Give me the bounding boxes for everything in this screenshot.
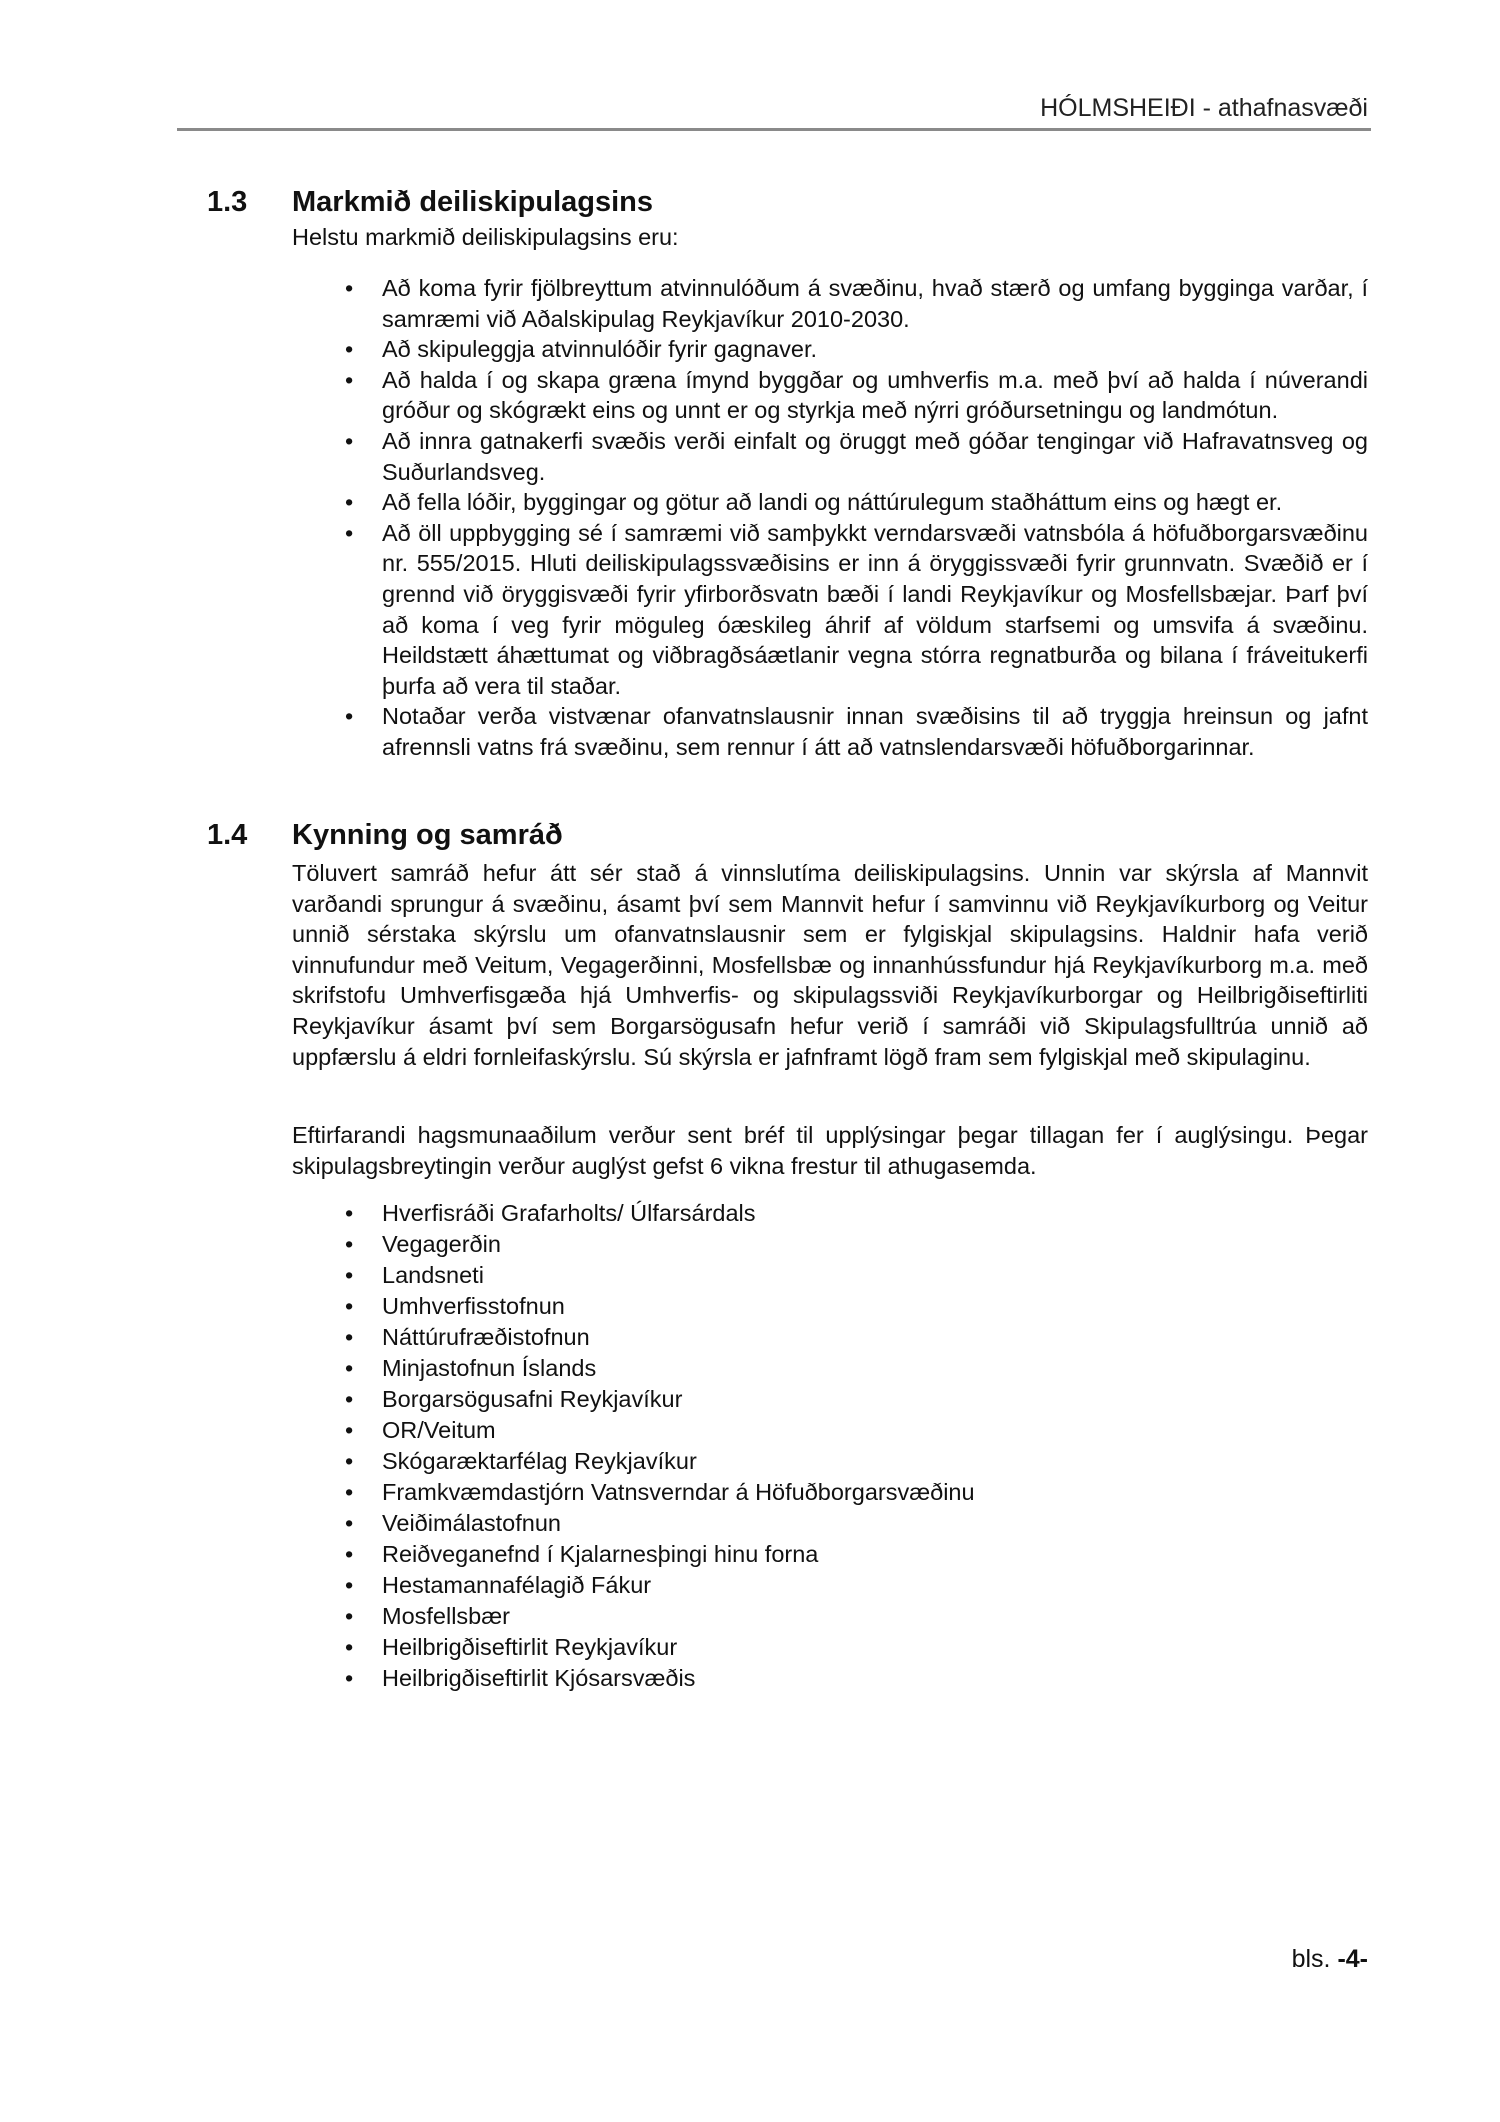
bullet-icon: • — [345, 1665, 354, 1691]
page-number — [1292, 1945, 1368, 1974]
bullet-icon: • — [345, 275, 354, 301]
list-item-text: Að halda í og skapa græna ímynd byggðar og umhverfis m.a. með því að halda í núverandi gróður og skógrækt eins og unnt er og styrkja með nýrri gróðursetningu og landmótun. — [382, 366, 1368, 424]
list-item — [345, 487, 1368, 518]
list-item-text: Hverfisráði Grafarholts/ Úlfarsárdals — [382, 1200, 756, 1226]
bullet-icon: • — [345, 1572, 354, 1598]
list-item-text: Minjastofnun Íslands — [382, 1355, 597, 1381]
list-item — [345, 334, 1368, 365]
bullet-icon: • — [345, 1448, 354, 1474]
consultation-paragraph: Töluvert samráð hefur átt sér stað á vinnslutíma deiliskipulagsins. Unnin var skýrsla af Mannvit varðandi sprungur á svæðinu, ásamt því sem Mannvit hefur í samvinnu við Reykjavíkurborg og Veitur unnið sérstaka skýrslu um ofanvatnslausnir sem er fylgiskjal skipulagsins. Haldnir hafa verið vinnufundur með Veitum, Vegagerðinni, Mosfellsbæ og innanhússfundur hjá Reykjavíkurborg m.a. með skrifstofu Umhverfisgæða hjá Umhverfis- og skipulagssviði Reykjavíkurborgar og Heilbrigðiseftirliti Reykjavíkur ásamt því sem Borgarsögusafn hefur verið í samráði við Skipulagsfulltrúa unnið að uppfærslu á eldri fornleifaskýrslu. Sú skýrsla er jafnframt lögð fram sem fylgiskjal með skipulaginu. — [292, 860, 1368, 1070]
list-item — [345, 426, 1368, 487]
bullet-icon: • — [345, 519, 354, 546]
bullet-icon: • — [345, 427, 354, 454]
bullet-icon: • — [345, 1324, 354, 1350]
bullet-icon: • — [345, 1231, 354, 1257]
list-item — [345, 1384, 1368, 1415]
list-item-text: OR/Veitum — [382, 1417, 496, 1443]
list-item-text: Borgarsögusafni Reykjavíkur — [382, 1386, 683, 1412]
bullet-icon: • — [345, 1262, 354, 1288]
bullet-icon: • — [345, 489, 354, 516]
list-item-text: Að öll uppbygging sé í samræmi við samþykkt verndarsvæði vatnsbóla á höfuðborgarsvæðinu nr. 555/2015. Hluti deiliskipulagssvæðisins er inn á öryggissvæði fyrir grunnvatn. Svæðið er í grennd við öryggisvæði fyrir yfirborðsvatn bæði í landi Reykjavíkur og Mosfellsbæjar. Þarf því að koma í veg fyrir möguleg óæskileg áhrif af völdum starfsemi og umsvifa á svæðinu. Heildstætt áhættumat og viðbragðsáætlanir vegna stórra regnatburða og bilana í fráveitukerfi þurfa að vera til staðar. — [382, 519, 1368, 699]
list-item — [345, 1570, 1368, 1601]
bullet-icon: • — [345, 1200, 354, 1226]
bullet-icon: • — [345, 336, 354, 363]
list-item-text: Vegagerðin — [382, 1231, 501, 1257]
list-item — [345, 518, 1368, 702]
list-item — [345, 1198, 1368, 1229]
list-item-text: Umhverfisstofnun — [382, 1293, 565, 1319]
section-heading: Kynning og samráð — [292, 819, 563, 851]
list-item-text: Mosfellsbær — [382, 1603, 510, 1629]
section-heading: Markmið deiliskipulagsins — [292, 186, 653, 218]
list-item — [345, 1477, 1368, 1508]
stakeholder-list — [345, 1198, 1368, 1694]
list-item-text: Heilbrigðiseftirlit Kjósarsvæðis — [382, 1665, 696, 1691]
list-item — [345, 1601, 1368, 1632]
list-item-text: Notaðar verða vistvænar ofanvatnslausnir innan svæðisins til að tryggja hreinsun og jafnt afrennsli vatns frá svæðinu, sem rennur í átt að vatnslendarsvæði höfuðborgarinnar. — [382, 703, 1368, 760]
list-item-text: Að fella lóðir, byggingar og götur að landi og náttúrulegum staðháttum eins og hægt er. — [382, 489, 1283, 516]
list-item-text: Landsneti — [382, 1262, 484, 1288]
list-item — [345, 1353, 1368, 1384]
bullet-icon: • — [345, 366, 354, 393]
section-number: 1.4 — [207, 819, 248, 851]
page-label: bls. — [1291, 1945, 1331, 1973]
list-item-text: Að innra gatnakerfi svæðis verði einfalt og öruggt með góðar tengingar við Hafravatnsveg og Suðurlandsveg. — [382, 427, 1368, 485]
bullet-icon: • — [345, 1479, 354, 1505]
list-item-text: Hestamannafélagið Fákur — [382, 1572, 652, 1598]
list-item — [345, 1415, 1368, 1446]
list-item-text: Að koma fyrir fjölbreyttum atvinnulóðum á svæðinu, hvað stærð og umfang bygginga varðar, í samræmi við Aðalskipulag Reykjavíkur 2010-2030. — [382, 275, 1368, 332]
bullet-icon: • — [345, 1355, 354, 1381]
stakeholder-intro-paragraph: Eftirfarandi hagsmunaaðilum verður sent bréf til upplýsingar þegar tillagan fer í auglýsingu. Þegar skipulagsbreytingin verður auglýst gefst 6 vikna frestur til athugasemda. — [292, 1122, 1368, 1179]
goals-list — [345, 273, 1368, 763]
bullet-icon: • — [345, 1417, 354, 1443]
list-item-text: Að skipuleggja atvinnulóðir fyrir gagnaver. — [382, 336, 818, 363]
list-item — [345, 273, 1368, 334]
bullet-icon: • — [345, 1634, 354, 1660]
list-item — [345, 1539, 1368, 1570]
list-item — [345, 1322, 1368, 1353]
list-item-text: Skógaræktarfélag Reykjavíkur — [382, 1448, 697, 1474]
list-item — [345, 1632, 1368, 1663]
list-item-text: Veiðimálastofnun — [382, 1510, 561, 1536]
list-item — [345, 1508, 1368, 1539]
list-item-text: Framkvæmdastjórn Vatnsverndar á Höfuðborgarsvæðinu — [382, 1479, 975, 1505]
list-item — [345, 1229, 1368, 1260]
running-header: HÓLMSHEIÐI - athafnasvæði — [1040, 94, 1368, 122]
bullet-icon: • — [345, 1293, 354, 1319]
list-item — [345, 1663, 1368, 1694]
list-item — [345, 1260, 1368, 1291]
header-divider — [177, 128, 1371, 131]
bullet-icon: • — [345, 1510, 354, 1536]
bullet-icon: • — [345, 1541, 354, 1567]
section-intro: Helstu markmið deiliskipulagsins eru: — [292, 224, 679, 250]
list-item-text: Heilbrigðiseftirlit Reykjavíkur — [382, 1634, 678, 1660]
bullet-icon: • — [345, 1386, 354, 1412]
bullet-icon: • — [345, 1603, 354, 1629]
list-item — [345, 701, 1368, 762]
page-value: -4- — [1337, 1945, 1368, 1973]
section-number: 1.3 — [207, 186, 248, 218]
list-item — [345, 1291, 1368, 1322]
bullet-icon: • — [345, 703, 354, 730]
list-item — [345, 365, 1368, 426]
list-item-text: Reiðveganefnd í Kjalarnesþingi hinu forna — [382, 1541, 819, 1567]
list-item-text: Náttúrufræðistofnun — [382, 1324, 590, 1350]
list-item — [345, 1446, 1368, 1477]
